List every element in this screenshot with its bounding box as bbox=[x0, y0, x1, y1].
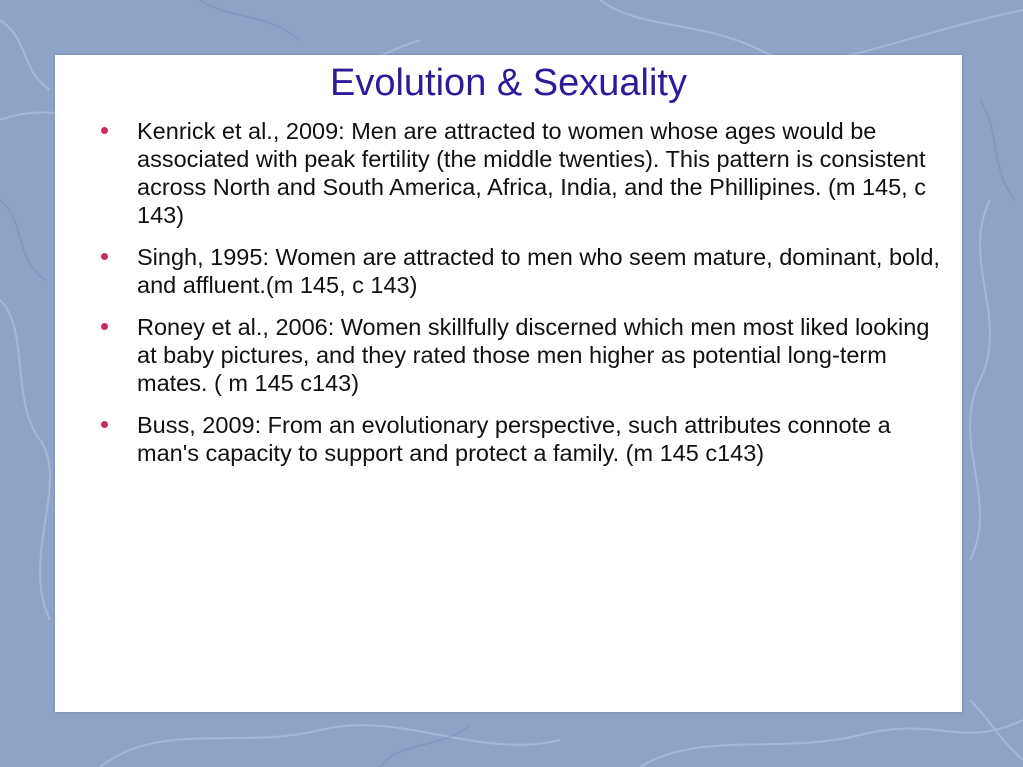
bullet-item bbox=[99, 243, 949, 299]
bullet-dot-icon bbox=[101, 421, 108, 428]
bullet-text: Buss, 2009: From an evolutionary perspective, such attributes connote a man's capacity to support and protect a family. (m 145 c143) bbox=[137, 412, 891, 466]
bullet-dot-icon bbox=[101, 127, 108, 134]
bullet-dot-icon bbox=[101, 253, 108, 260]
bullet-text: Singh, 1995: Women are attracted to men who seem mature, dominant, bold, and affluent.(m 145, c 143) bbox=[137, 244, 940, 298]
bullet-text: Kenrick et al., 2009: Men are attracted to women whose ages would be associated with peak fertility (the middle twenties). This pattern is consistent across North and South America, Africa, India, and the Phillipines. (m 145, c 143) bbox=[137, 118, 926, 228]
slide-title: Evolution & Sexuality bbox=[330, 62, 687, 104]
bullet-text: Roney et al., 2006: Women skillfully discerned which men most liked looking at baby pictures, and they rated those men higher as potential long-term mates. ( m 145 c143) bbox=[137, 314, 930, 396]
bullet-list bbox=[99, 117, 949, 481]
bullet-dot-icon bbox=[101, 323, 108, 330]
bullet-item bbox=[99, 411, 949, 467]
bullet-item bbox=[99, 313, 949, 397]
bullet-item bbox=[99, 117, 949, 229]
slide-content-panel bbox=[55, 55, 962, 712]
